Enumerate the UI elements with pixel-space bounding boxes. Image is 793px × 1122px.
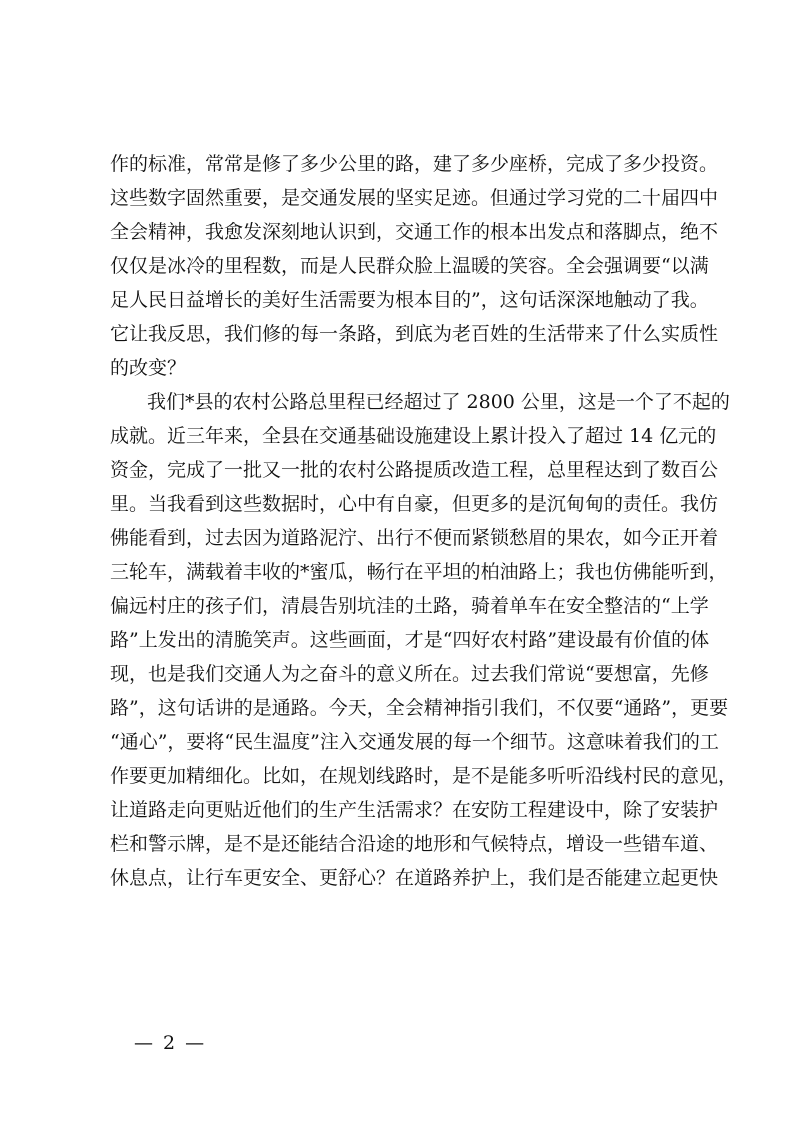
page-number: — 2 —	[134, 1032, 207, 1054]
text-line: 我们*县的农村公路总里程已经超过了 2800 公里，这是一个了不起的	[147, 391, 730, 413]
text-line: 里。当我看到这些数据时，心中有自豪，但更多的是沉甸甸的责任。我仿	[110, 493, 719, 515]
paragraph-1	[110, 147, 719, 385]
text-line: 它让我反思，我们修的每一条路，到底为老百姓的生活带来了什么实质性	[110, 323, 719, 345]
body-text	[110, 147, 738, 895]
text-line: “通心”，要将“民生温度”注入交通发展的每一个细节。这意味着我们的工	[110, 731, 719, 753]
text-line: 作的标准，常常是修了多少公里的路，建了多少座桥，完成了多少投资。	[110, 153, 719, 175]
text-line: 休息点，让行车更安全、更舒心？在道路养护上，我们是否能建立起更快	[110, 867, 719, 889]
text-line: 路”上发出的清脆笑声。这些画面，才是“四好农村路”建设最有价值的体	[110, 629, 710, 651]
text-line: 现，也是我们交通人为之奋斗的意义所在。过去我们常说“要想富，先修	[110, 663, 709, 685]
text-line: 路”，这句话讲的是通路。今天，全会精神指引我们，不仅要“通路”，更要	[110, 697, 729, 719]
text-line: 足人民日益增长的美好生活需要为根本目的”，这句话深深地触动了我。	[110, 289, 709, 311]
text-line: 的改变？	[110, 357, 187, 379]
text-line: 全会精神，我愈发深刻地认识到，交通工作的根本出发点和落脚点，绝不	[110, 221, 719, 243]
text-line: 佛能看到，过去因为道路泥泞、出行不便而紧锁愁眉的果农，如今正开着	[110, 527, 719, 549]
text-line: 成就。近三年来，全县在交通基础设施建设上累计投入了超过 14 亿元的	[110, 425, 717, 447]
text-line: 三轮车，满载着丰收的*蜜瓜，畅行在平坦的柏油路上；我也仿佛能听到，	[110, 561, 728, 583]
paragraph-2	[110, 385, 738, 895]
text-line: 让道路走向更贴近他们的生产生活需求？在安防工程建设中，除了安装护	[110, 799, 719, 821]
text-line: 作要更加精细化。比如，在规划线路时，是不是能多听听沿线村民的意见，	[110, 765, 738, 787]
text-line: 栏和警示牌，是不是还能结合沿途的地形和气候特点，增设一些错车道、	[110, 833, 719, 855]
text-line: 仅仅是冰冷的里程数，而是人民群众脸上温暖的笑容。全会强调要“以满	[110, 255, 709, 277]
text-line: 资金，完成了一批又一批的农村公路提质改造工程，总里程达到了数百公	[110, 459, 719, 481]
text-line: 这些数字固然重要，是交通发展的坚实足迹。但通过学习党的二十届四中	[110, 187, 719, 209]
text-line: 偏远村庄的孩子们，清晨告别坑洼的土路，骑着单车在安全整洁的“上学	[110, 595, 709, 617]
